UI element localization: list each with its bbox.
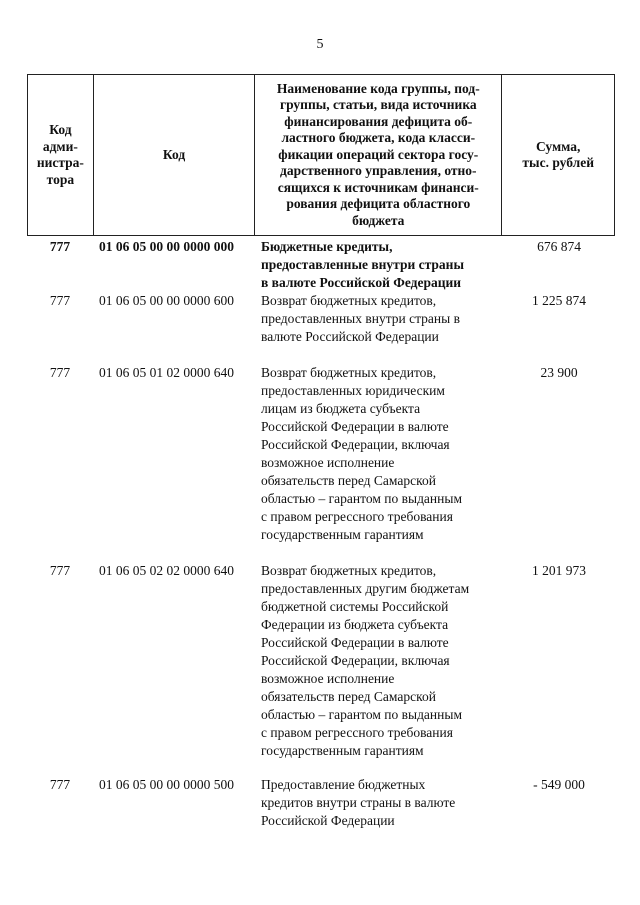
row-name bbox=[255, 774, 503, 830]
row-name-line: государственным гарантиям bbox=[261, 527, 424, 542]
row-name bbox=[255, 362, 503, 544]
table-header bbox=[27, 74, 615, 236]
row-code: 01 06 05 00 00 0000 000 bbox=[99, 239, 234, 254]
row-name-line: возможное исполнение bbox=[261, 671, 395, 686]
row-sum: 23 900 bbox=[540, 365, 578, 380]
row-code: 01 06 05 00 00 0000 600 bbox=[99, 293, 234, 308]
header-name-line: дарственного управления, отно- bbox=[280, 163, 477, 179]
header-name-line: группы, статьи, вида источника bbox=[279, 97, 477, 113]
row-name bbox=[255, 236, 503, 292]
row-name-line: Российской Федерации в валюте bbox=[261, 635, 449, 650]
table-row bbox=[27, 774, 615, 830]
header-admin-line: Код bbox=[49, 122, 72, 137]
row-code: 01 06 05 00 00 0000 500 bbox=[99, 777, 234, 792]
row-name-line: предоставленные внутри страны bbox=[261, 257, 465, 272]
row-sum: 676 874 bbox=[537, 239, 581, 254]
row-name-line: возможное исполнение bbox=[261, 455, 395, 470]
row-name-line: бюджетной системы Российской bbox=[261, 599, 449, 614]
row-sum: - 549 000 bbox=[533, 777, 585, 792]
header-sum bbox=[502, 75, 614, 235]
row-name-line: Российской Федерации в валюте bbox=[261, 419, 449, 434]
row-name-line: обязательств перед Самарской bbox=[261, 689, 436, 704]
row-name-line: областью – гарантом по выданным bbox=[261, 707, 462, 722]
header-name-line: сящихся к источникам финанси- bbox=[277, 179, 479, 195]
row-name-line: Федерации из бюджета субъекта bbox=[261, 617, 449, 632]
row-name-line: Возврат бюджетных кредитов, bbox=[261, 365, 437, 380]
row-name-line: государственным гарантиям bbox=[261, 743, 424, 758]
row-admin-code: 777 bbox=[49, 293, 71, 308]
table-row bbox=[27, 362, 615, 544]
row-name-line: предоставленных юридическим bbox=[261, 383, 445, 398]
header-name-line: рования дефицита областного bbox=[286, 196, 471, 212]
header-name bbox=[255, 75, 502, 235]
row-name-line: валюте Российской Федерации bbox=[261, 329, 439, 344]
row-name-line: областью – гарантом по выданным bbox=[261, 491, 462, 506]
table-row bbox=[27, 236, 615, 292]
row-name-line: с правом регрессного требования bbox=[261, 725, 453, 740]
header-name-line: Наименование кода группы, под- bbox=[276, 80, 480, 96]
row-name-line: предоставленных внутри страны в bbox=[261, 311, 460, 326]
row-name-line: в валюте Российской Федерации bbox=[261, 275, 462, 290]
row-name-line: предоставленных другим бюджетам bbox=[261, 581, 470, 596]
row-name bbox=[255, 290, 503, 346]
header-admin-line: адми- bbox=[42, 138, 78, 154]
row-name-line: Возврат бюджетных кредитов, bbox=[261, 563, 437, 578]
row-name-line: Бюджетные кредиты, bbox=[261, 239, 393, 254]
header-name-line: финансирования дефицита об- bbox=[284, 113, 473, 129]
header-sum-line: Сумма, bbox=[535, 138, 581, 154]
page-number: 5 bbox=[316, 37, 324, 52]
header-admin-line: тора bbox=[46, 171, 75, 187]
row-name-line: кредитов внутри страны в валюте bbox=[261, 795, 456, 810]
header-code-label: Код bbox=[162, 146, 186, 162]
row-name-line: Возврат бюджетных кредитов, bbox=[261, 293, 437, 308]
row-code: 01 06 05 02 02 0000 640 bbox=[99, 563, 234, 578]
row-name-line: Российской Федерации bbox=[261, 813, 395, 828]
table-row bbox=[27, 290, 615, 346]
row-code: 01 06 05 01 02 0000 640 bbox=[99, 365, 234, 380]
row-name-line: обязательств перед Самарской bbox=[261, 473, 436, 488]
row-name-line: лицам из бюджета субъекта bbox=[261, 401, 421, 416]
header-admin-code bbox=[28, 75, 94, 235]
header-code bbox=[94, 75, 255, 235]
header-name-line: бюджета bbox=[352, 212, 405, 228]
row-admin-code: 777 bbox=[49, 365, 71, 380]
row-name-line: с правом регрессного требования bbox=[261, 509, 453, 524]
header-name-line: фикации операций сектора госу- bbox=[278, 146, 479, 162]
row-admin-code: 777 bbox=[49, 563, 71, 578]
row-name bbox=[255, 560, 503, 760]
header-admin-line: нистра- bbox=[36, 155, 84, 170]
row-name-line: Российской Федерации, включая bbox=[261, 437, 450, 452]
table-row bbox=[27, 560, 615, 760]
row-sum: 1 201 973 bbox=[532, 563, 586, 578]
row-name-line: Предоставление бюджетных bbox=[261, 777, 426, 792]
row-admin-code: 777 bbox=[49, 777, 71, 792]
row-admin-code: 777 bbox=[49, 239, 71, 254]
header-name-line: ластного бюджета, кода класси- bbox=[281, 130, 476, 146]
header-sum-line: тыс. рублей bbox=[522, 155, 594, 170]
row-name-line: Российской Федерации, включая bbox=[261, 653, 450, 668]
row-sum: 1 225 874 bbox=[532, 293, 586, 308]
